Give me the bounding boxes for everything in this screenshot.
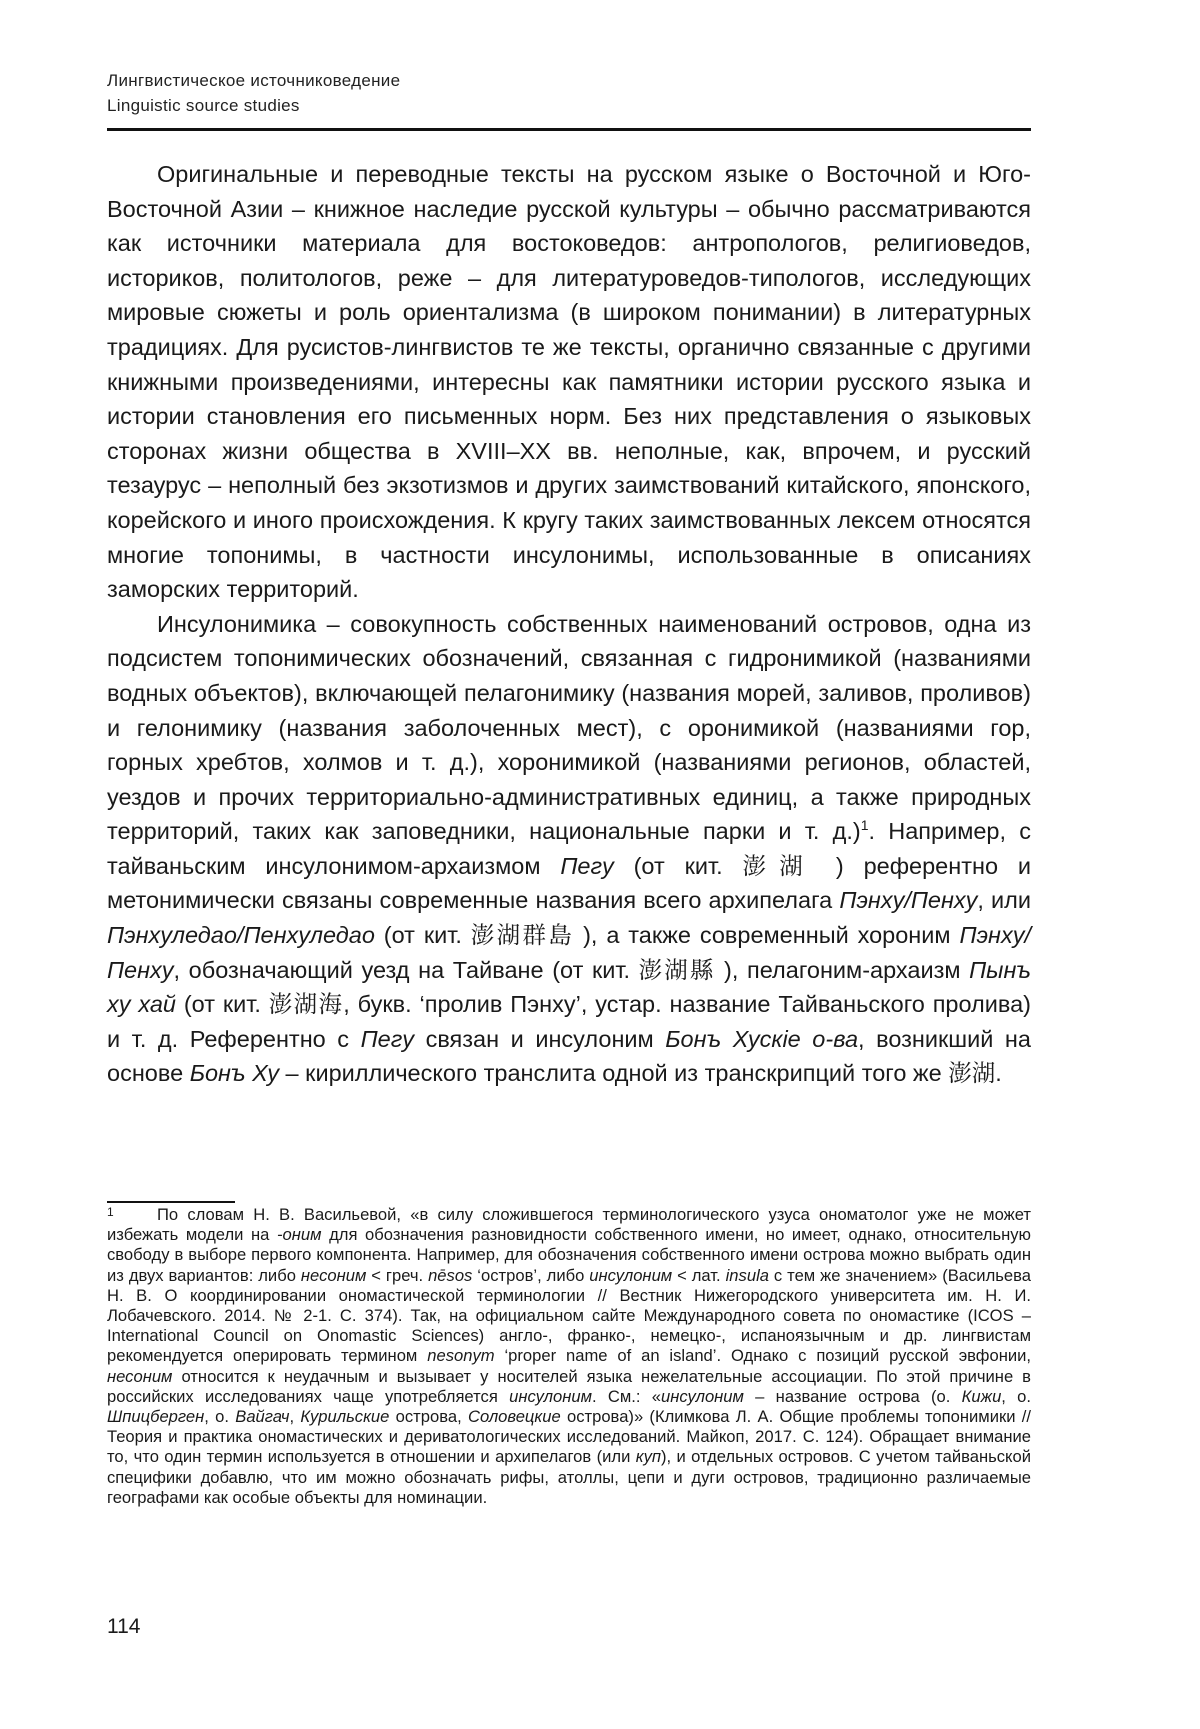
italic-term: Вайгач [235,1407,290,1427]
text-run: , обозначающий уезд на Тайване (от кит. 澎湖縣 ), пелагоним-архаизм [173,956,970,983]
running-head-ru: Лингвистическое источниковедение [107,71,401,90]
text-run: (от кит. 澎湖群島 ), а также современный хороним [374,922,960,949]
italic-term: куп [635,1447,661,1467]
text-run: – название острова (о. [743,1386,962,1406]
text-run: Оригинальные и переводные тексты на русском языке о Восточной и Юго-Восточной Азии – книжное наследие русской культуры – обычно рассматриваются как источники материала для востоковедов: антропологов, религиоведов, историков, политологов, реже – для литературоведов-типологов, исследующих мировые сюжеты и роль ориентализма (в широком понимании) в литературных традициях. Для русистов-лингвистов те же тексты, органично связанные с другими книжными произведениями, интересны как памятники истории русского языка и истории становления его письменных норм. Без них представления о языковых сторонах жизни общества в XVIII–XX вв. неполные, как, впрочем, и русский тезаурус – неполный без экзотизмов и других заимствований китайского, японского, корейского и иного происхождения. К кругу таких заимствованных лексем относятся многие топонимы, в частности инсулонимы, использованные в описаниях заморских территорий. [107,161,1031,603]
italic-term: инсулоним [509,1386,592,1406]
text-run: (от кит. 澎湖海, букв. ‘пролив Пэнху’, устар. название Тайваньского пролива) и т. д. Референтно с [107,991,1031,1052]
italic-term: Бонъ Хускiе о-ва [665,1025,859,1052]
text-run: Инсулонимика – совокупность собственных наименований островов, одна из подсистем топонимических обозначений, связанная с гидронимикой (названиями водных объектов), включающей пелагонимику (названия морей, заливов, проливов) и гелонимику (названия заболоченных мест), с оронимикой (названиями гор, горных хребтов, холмов и т. д.), хоронимикой (названиями регионов, областей, уездов и прочих территориально-административных единиц, а также природных территорий, таких как заповедники, национальные парки и т. д.) [107,610,1031,845]
footnote-text [107,1205,1031,1507]
footnote-reference: 1 [860,817,869,834]
text-run: для обозначения разновидности собственного имени, но имеет, однако, относительную свободу в выборе первого компонента. Например, для обозначения собственного имени острова можно выбрать один из двух вариантов: либо [107,1225,1031,1285]
text-run: < лат. [672,1265,726,1285]
italic-term: Пэнхуледао/Пенхуледао [107,922,375,949]
page [107,68,1032,1638]
text-run: ‘proper name of an island’. Однако с позиций русской эвфонии, [494,1346,1032,1366]
italic-term: Пынъ ху хай [107,956,1031,1018]
text-run: – кириллического транслита одной из транскрипций того же 澎湖. [279,1060,1002,1087]
text-run: связан и инсулоним [414,1025,666,1052]
text-run: , о. [204,1407,236,1427]
italic-term: Пэнху/Пенху [107,922,1031,983]
italic-term: nēsos [428,1265,473,1285]
italic-term: Бонъ Ху [189,1060,280,1087]
paragraph [107,607,1031,1091]
text-run: с тем же значением» (Васильева Н. В. О координировании ономастической терминологии // Вестник Нижегородского университета им. Н. И. Лобачевского. 2014. № 2-1. С. 374). Так, на официальном сайте Международного совета по ономастике (ICOS – International Council on Onomastic Sciences) англо-, франко-, немецко-, испаноязычным и др. лингвистам рекомендуется оперировать термином [107,1265,1031,1366]
italic-term: Пегу [560,852,614,879]
running-head-en: Linguistic source studies [107,96,300,115]
header-rule [107,128,1031,131]
italic-term: insula [725,1265,769,1285]
footnote [107,1205,1031,1508]
italic-term: несоним [300,1265,367,1285]
footnote-separator [107,1201,235,1203]
text-run: , возникший на основе [107,1025,1031,1087]
italic-term: nesonym [427,1346,495,1366]
italic-term: Пэнху/Пенху [839,887,978,914]
page-number: 114 [107,1615,141,1638]
footnote-marker: 1 [107,1205,114,1219]
running-head [107,68,1031,118]
text-run: . Например, с тайваньским инсулонимом-архаизмом [107,818,1031,879]
text-run: < греч. [366,1265,429,1285]
text-run: , или [977,887,1031,914]
text-run: По словам Н. В. Васильевой, «в силу сложившегося терминологического узуса ономатолог уже не может избежать модели на [107,1205,1031,1245]
text-run: острова)» (Климкова Л. А. Общие проблемы топонимики // Теория и практика ономастических и дериватологических исследований. Майкоп, 2017. С. 124). Обращает внимание то, что один термин используется в отношении и архипелагов (или [107,1407,1031,1467]
text-run: относится к неудачным и вызывает у носителей языка нежелательные ассоциации. По этой причине в российских исследованиях чаще употребляется [107,1366,1031,1406]
italic-term: несоним [107,1366,173,1386]
italic-term: Курильские [300,1407,390,1427]
paragraph [107,157,1031,607]
italic-term: Кижи [961,1386,1002,1406]
text-run: . См.: « [592,1386,661,1406]
italic-term: Соловецкие [467,1407,561,1427]
text-run: (от кит. 澎湖 ) референтно и метонимически связаны современные названия всего архипелага [107,852,1031,914]
italic-term: -оним [277,1225,322,1245]
italic-term: инсулоним [661,1386,744,1406]
text-run: ), и отдельных островов. С учетом тайваньской специфики добавлю, что им можно обозначать рифы, атоллы, цепи и дуги островов, традиционно различаемые географами как особые объекты для номинации. [107,1447,1031,1507]
italic-term: Пегу [360,1025,415,1052]
text-run: , о. [1001,1386,1032,1406]
text-run: , [289,1407,301,1427]
text-run: ‘остров’, либо [472,1265,590,1285]
body-text [107,157,1031,1091]
text-run: острова, [389,1407,468,1427]
italic-term: инсулоним [589,1265,673,1285]
italic-term: Шпицберген [107,1407,205,1427]
